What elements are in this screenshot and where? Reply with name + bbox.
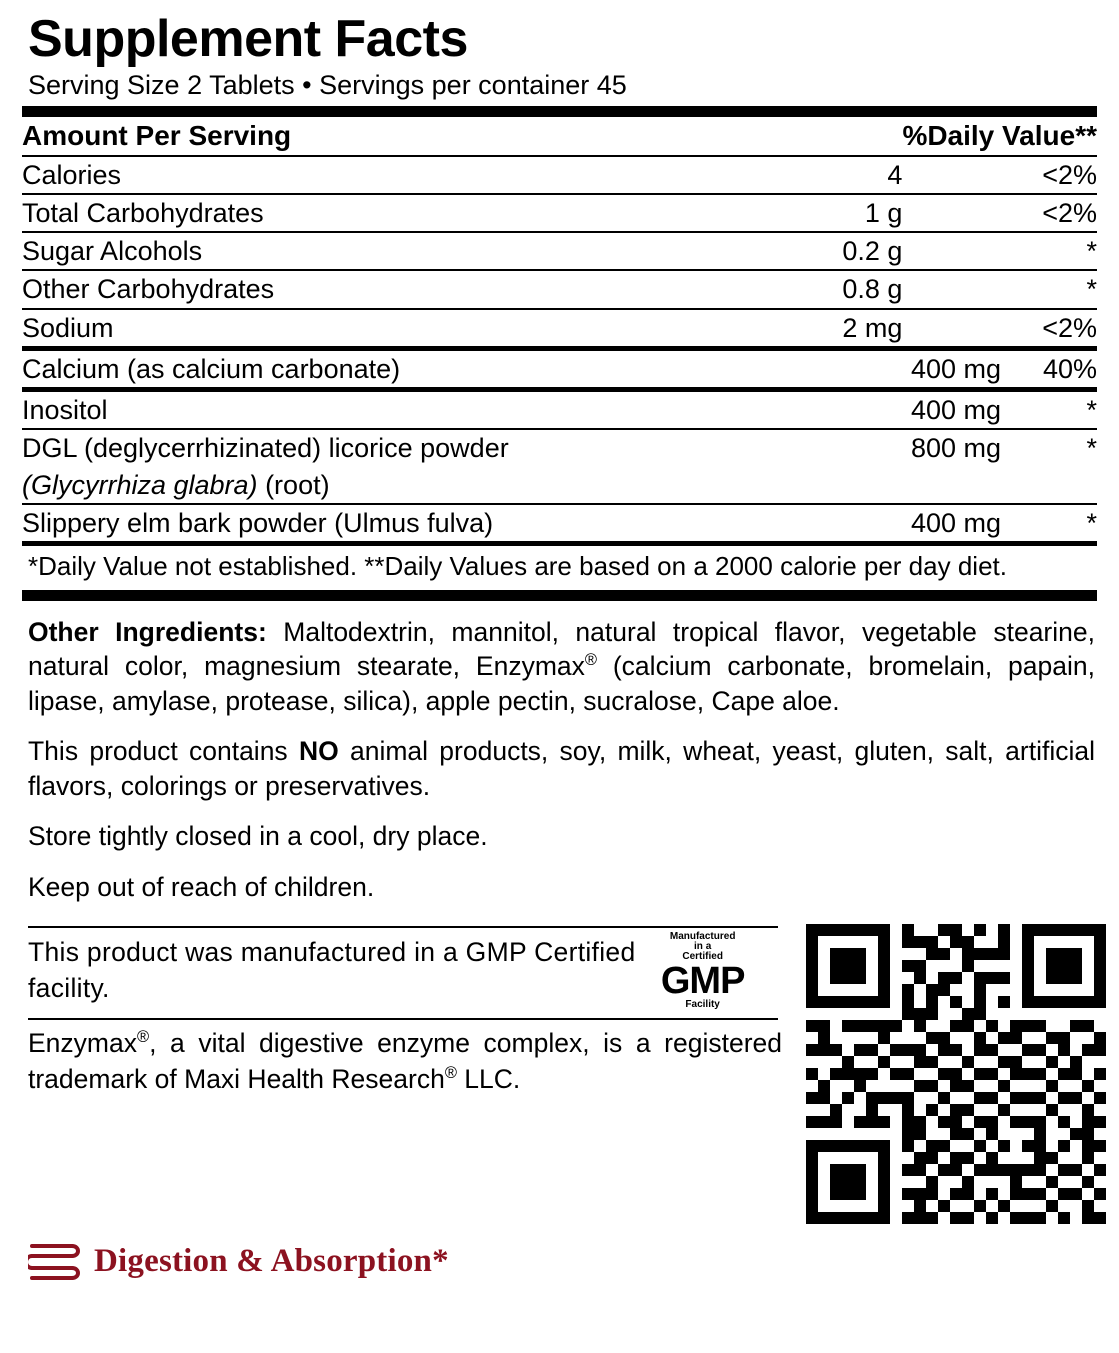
nutrient-amount: 0.8 g	[752, 270, 902, 308]
panel-title: Supplement Facts	[28, 10, 468, 68]
table-row	[22, 309, 1097, 346]
table-row	[22, 392, 1097, 429]
gmp-row	[22, 928, 782, 1010]
nutrient-amount: 400 mg	[910, 353, 1001, 384]
latin-name: (Glycyrrhiza glabra)	[22, 469, 258, 500]
nutrient-name: DGL (deglycerrhizinated) licorice powder	[22, 433, 509, 464]
nutrient-amount: 400 mg	[910, 507, 1001, 538]
nutrient-name: Total Carbohydrates	[22, 194, 752, 232]
gmp-badge-line3: Certified	[682, 950, 723, 962]
trademark-post: LLC.	[456, 1063, 521, 1094]
nutrient-name: Sodium	[22, 312, 114, 343]
nutrient-dv: <2%	[902, 156, 1097, 194]
plant-part: (root)	[257, 469, 330, 500]
contains-no-emphasis: NO	[298, 736, 339, 767]
bottom-section	[22, 918, 1097, 1224]
registered-mark-icon: ®	[136, 1028, 150, 1047]
nutrient-dv: <2%	[902, 194, 1097, 232]
tagline-row	[22, 1240, 1097, 1284]
gmp-badge-main: GMP	[660, 959, 745, 1002]
mineral-table	[22, 351, 1097, 387]
nutrient-name-latin	[22, 467, 851, 504]
header-spacer	[752, 117, 902, 155]
gmp-certified-icon	[653, 932, 752, 1010]
contains-no-pre: This product contains	[28, 736, 299, 767]
nutrient-dv	[1001, 467, 1097, 504]
nutrition-table	[22, 117, 1097, 346]
nutrient-dv: *	[902, 232, 1097, 270]
gmp-badge-line4: Facility	[685, 998, 720, 1010]
table-row	[22, 194, 1097, 232]
intestine-icon	[28, 1240, 82, 1284]
table-header-row	[22, 117, 1097, 155]
tagline-text: Digestion & Absorption*	[94, 1243, 449, 1280]
storage-statement: Store tightly closed in a cool, dry place.	[28, 821, 488, 852]
other-ingredients-text-2: (calcium carbonate, bromelain, papain, lipase, amylase, protease, silica), apple pectin, sucralose, Cape aloe.	[28, 651, 1095, 716]
daily-value-footnote: *Daily Value not established. **Daily Values are based on a 2000 calorie per day diet.	[28, 550, 1007, 581]
gmp-statement: This product was manufactured in a GMP Certified facility.	[28, 937, 636, 1003]
registered-mark-icon: ®	[584, 651, 597, 670]
trademark-mid: , a vital digestive enzyme complex, is a registered trademark of Maxi Health Research	[28, 1027, 782, 1094]
table-row-subline	[22, 467, 1097, 504]
nutrient-name: Sugar Alcohols	[22, 232, 752, 270]
nutrient-amount	[851, 467, 1001, 504]
nutrient-name: Inositol	[22, 392, 851, 429]
trademark-pre: Enzymax	[28, 1027, 137, 1058]
rule-thick-top	[22, 106, 1097, 117]
table-row	[22, 351, 1097, 387]
nutrient-dv: *	[1001, 392, 1097, 429]
qr-code-icon[interactable]	[806, 924, 1106, 1224]
contains-no-statement	[22, 734, 1097, 803]
nutrient-dv: *	[1086, 507, 1097, 538]
trademark-statement	[22, 1020, 782, 1098]
nutrient-name: Calories	[22, 156, 752, 194]
contains-no-post: animal products, soy, milk, wheat, yeast, gluten, salt, artificial flavors, colorings or preservatives.	[28, 736, 1095, 801]
table-row	[22, 504, 1097, 541]
nutrient-amount: 2 mg	[842, 312, 903, 343]
other-ingredients-text-1: Maltodextrin, mannitol, natural tropical flavor, vegetable stearine, natural color, magnesium stearate, Enzymax	[28, 616, 1095, 682]
bottom-left-column	[22, 918, 782, 1098]
nutrient-name: Other Carbohydrates	[22, 270, 752, 308]
nutrient-dv: *	[902, 270, 1097, 308]
nutrient-amount: 0.2 g	[752, 232, 902, 270]
nutrient-name: Calcium (as calcium carbonate)	[22, 353, 401, 384]
other-ingredients-block	[22, 615, 1097, 718]
nutrient-dv: <2%	[1042, 312, 1097, 343]
herbal-table	[22, 392, 1097, 541]
serving-size-line: Serving Size 2 Tablets • Servings per container 45	[28, 69, 627, 100]
daily-value-header: %Daily Value**	[902, 117, 1097, 155]
qr-code-holder[interactable]	[806, 924, 1106, 1224]
registered-mark-icon: ®	[444, 1063, 457, 1082]
table-row	[22, 270, 1097, 308]
nutrient-dv: 40%	[1042, 353, 1097, 384]
rule-thick-bottom	[22, 590, 1097, 601]
nutrient-name: Slippery elm bark powder (Ulmus fulva)	[22, 507, 494, 538]
gmp-badge-line1: Manufactured	[669, 930, 736, 942]
amount-per-serving-header: Amount Per Serving	[22, 117, 752, 155]
other-ingredients-label: Other Ingredients:	[28, 616, 267, 647]
nutrient-amount: 400 mg	[851, 392, 1001, 429]
keep-out-of-reach-statement: Keep out of reach of children.	[28, 871, 375, 902]
nutrient-amount: 4	[752, 156, 902, 194]
nutrient-dv: *	[1086, 433, 1097, 464]
nutrient-amount: 800 mg	[910, 433, 1001, 464]
table-row	[22, 429, 1097, 466]
nutrient-amount: 1 g	[752, 194, 902, 232]
table-row	[22, 232, 1097, 270]
gmp-badge-line2: in a	[694, 940, 712, 952]
table-row	[22, 156, 1097, 194]
